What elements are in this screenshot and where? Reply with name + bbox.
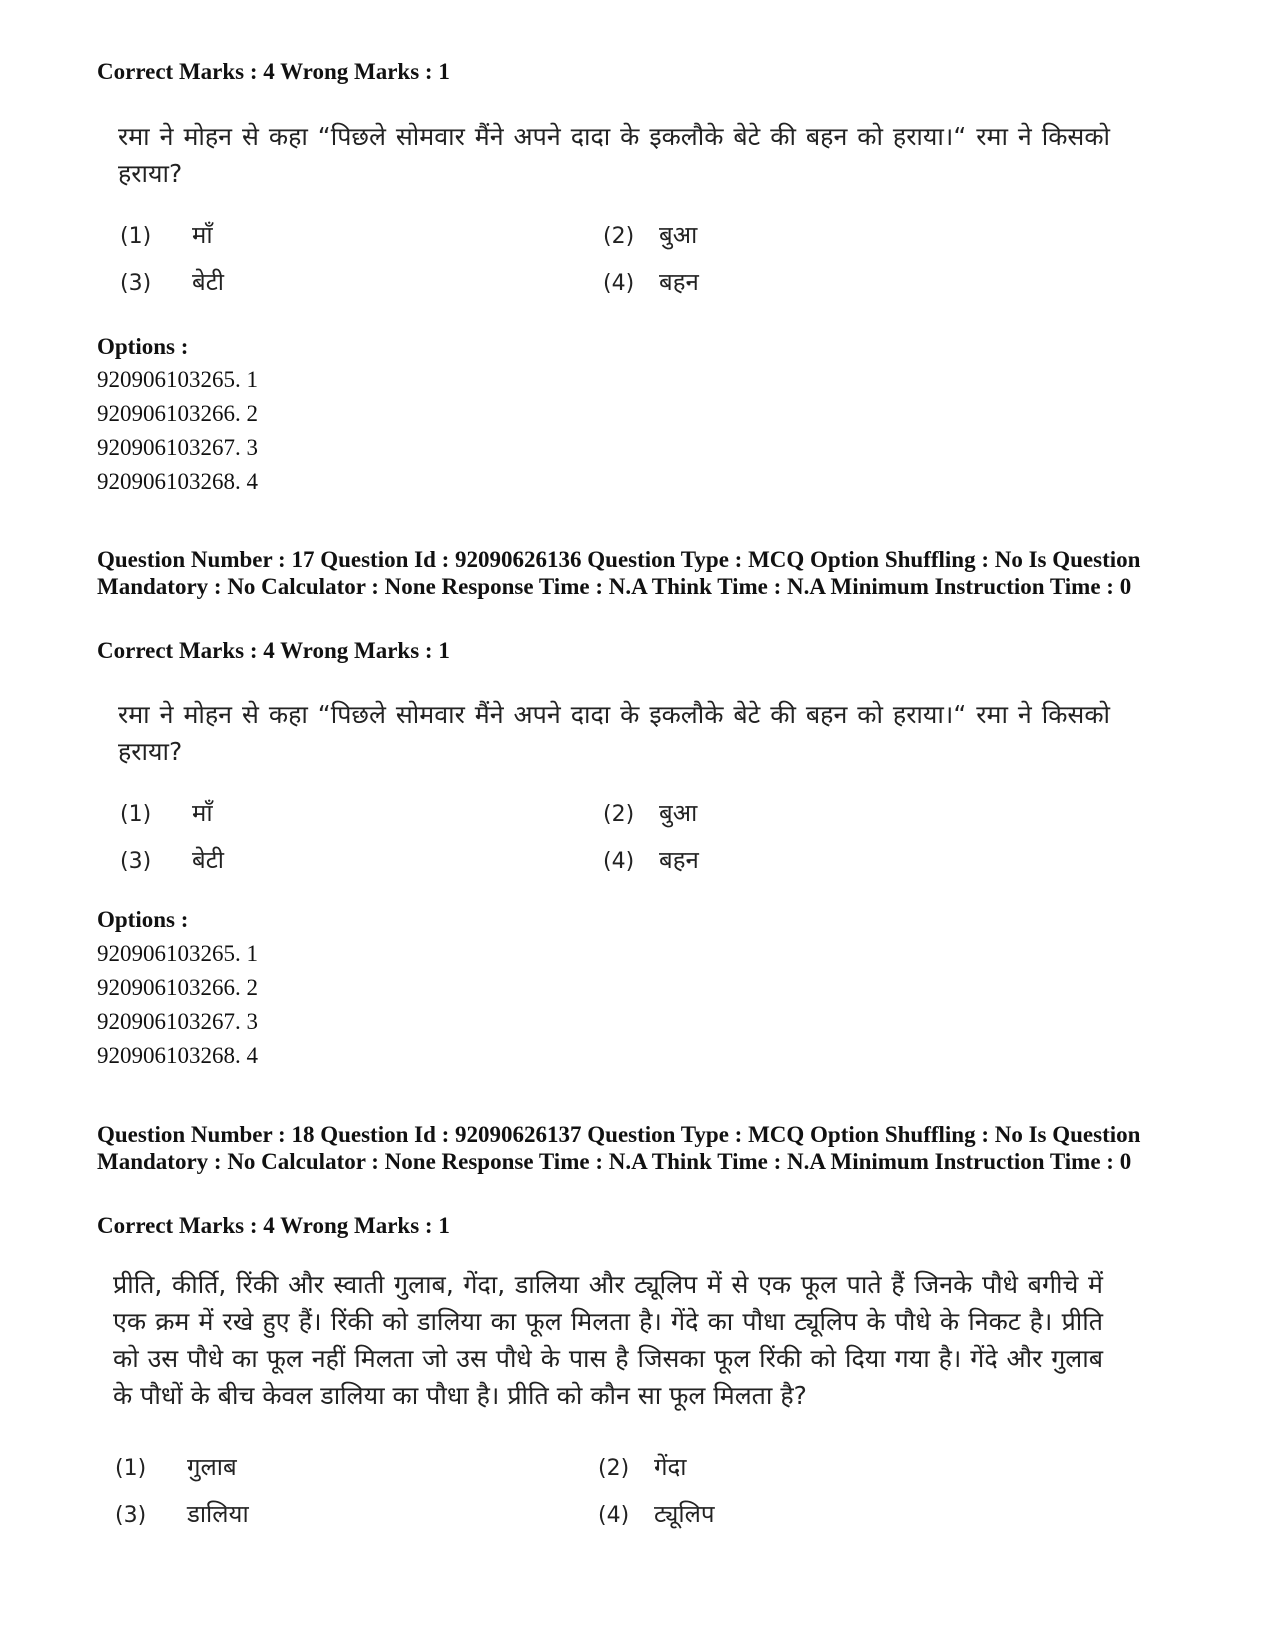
- choice-3: [115, 1497, 249, 1530]
- options-list: [97, 366, 258, 502]
- choice-4: [603, 843, 699, 876]
- choice-text: बहन: [659, 268, 699, 296]
- choice-2: [603, 796, 697, 829]
- choice-number: (4): [598, 1503, 630, 1528]
- question-meta-header: Question Number : 18 Question Id : 92090626137 Question Type : MCQ Option Shuffling : No Is Question Mandatory : No Calculator : None Response Time : N.A Think Time : N.A Minimum Instruction Time : 0: [97, 1122, 1141, 1174]
- choice-3: [120, 843, 224, 876]
- choice-3: [120, 265, 224, 298]
- option-id: 920906103267. 3: [97, 1009, 258, 1034]
- choice-text: ट्यूलिप: [654, 1500, 715, 1528]
- choice-2: [598, 1450, 686, 1483]
- option-id: 920906103268. 4: [97, 1043, 258, 1068]
- choice-number: (3): [115, 1503, 147, 1528]
- choice-number: (4): [603, 849, 635, 874]
- question-meta-header: Question Number : 17 Question Id : 92090626136 Question Type : MCQ Option Shuffling : No Is Question Mandatory : No Calculator : None Response Time : N.A Think Time : N.A Minimum Instruction Time : 0: [97, 547, 1141, 599]
- choice-text: डालिया: [187, 1500, 249, 1528]
- choice-text: बहन: [659, 846, 699, 874]
- choice-1: [120, 218, 213, 251]
- correct-marks-line: Correct Marks : 4 Wrong Marks : 1: [97, 1213, 450, 1238]
- choice-text: माँ: [192, 799, 213, 827]
- choice-2: [603, 218, 697, 251]
- option-id: 920906103266. 2: [97, 975, 258, 1000]
- choice-text: बेटी: [192, 846, 225, 874]
- choice-text: बेटी: [192, 268, 225, 296]
- choice-4: [603, 265, 699, 298]
- choice-number: (2): [603, 224, 635, 249]
- choice-text: माँ: [192, 221, 213, 249]
- choice-number: (1): [115, 1456, 147, 1481]
- choice-text: गुलाब: [187, 1453, 237, 1481]
- choice-text: गेंदा: [654, 1453, 687, 1481]
- choice-1: [115, 1450, 237, 1483]
- option-id: 920906103267. 3: [97, 435, 258, 460]
- choice-number: (2): [603, 802, 635, 827]
- option-id: 920906103265. 1: [97, 941, 258, 966]
- options-label: Options :: [97, 334, 189, 359]
- choice-1: [120, 796, 213, 829]
- choice-number: (3): [120, 849, 152, 874]
- option-id: 920906103266. 2: [97, 401, 258, 426]
- choice-number: (2): [598, 1456, 630, 1481]
- option-id: 920906103265. 1: [97, 367, 258, 392]
- question-text: रमा ने मोहन से कहा “पिछले सोमवार मैंने अपने दादा के इकलौके बेटे की बहन को हराया।“ रमा ने किसको हराया?: [118, 700, 1110, 766]
- correct-marks-line: Correct Marks : 4 Wrong Marks : 1: [97, 59, 450, 84]
- choice-text: बुआ: [659, 799, 698, 827]
- choice-number: (1): [120, 802, 152, 827]
- choice-number: (3): [120, 271, 152, 296]
- question-text: प्रीति, कीर्ति, रिंकी और स्वाती गुलाब, गेंदा, डालिया और ट्यूलिप में से एक फूल पाते हैं जिनके पौधे बगीचे में एक क्रम में रखे हुए हैं। रिंकी को डालिया का फूल मिलता है। गेंदे का पौधा ट्यूलिप के पौधे के निकट है। प्रीति को उस पौधे का फूल नहीं मिलता जो उस पौधे के पास है जिसका फूल रिंकी को दिया गया है। गेंदे और गुलाब के पौधों के बीच केवल डालिया का पौधा है। प्रीति को कौन सा फूल मिलता है?: [113, 1270, 1103, 1410]
- question-text: रमा ने मोहन से कहा “पिछले सोमवार मैंने अपने दादा के इकलौके बेटे की बहन को हराया।“ रमा ने किसको हराया?: [118, 122, 1110, 188]
- choice-4: [598, 1497, 714, 1530]
- options-list: [97, 940, 258, 1076]
- choice-text: बुआ: [659, 221, 698, 249]
- choice-number: (1): [120, 224, 152, 249]
- correct-marks-line: Correct Marks : 4 Wrong Marks : 1: [97, 638, 450, 663]
- option-id: 920906103268. 4: [97, 469, 258, 494]
- choice-number: (4): [603, 271, 635, 296]
- options-label: Options :: [97, 907, 189, 932]
